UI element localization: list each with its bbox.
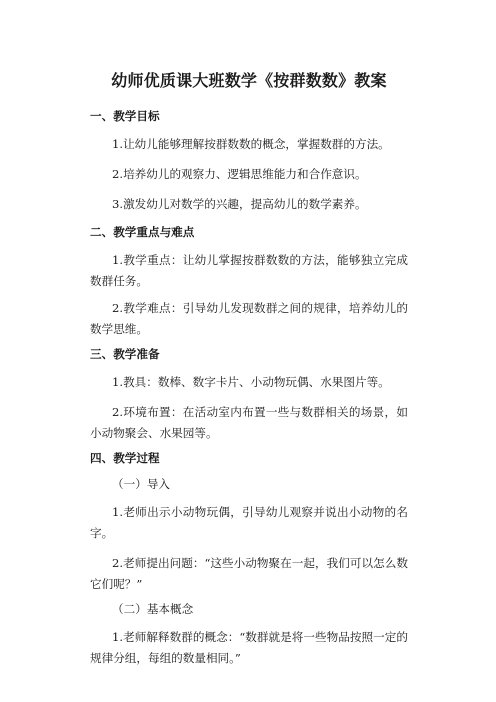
section-heading-preparation: 三、教学准备: [90, 347, 160, 361]
key-point-item: 1.教学重点：让幼儿掌握按群数数的方法，能够独立完成数群任务。: [90, 253, 408, 288]
preparation-item: 1.教具：数棒、数字卡片、小动物玩偶、水果图片等。: [112, 375, 390, 389]
process-item: 2.老师提出问题：“这些小动物聚在一起，我们可以怎么数它们呢？”: [90, 556, 408, 591]
objective-item: 3.激发幼儿对数学的兴趣，提高幼儿的数学素养。: [112, 197, 367, 211]
process-item: 1.老师出示小动物玩偶，引导幼儿观察并说出小动物的名字。: [90, 505, 408, 540]
section-heading-key-points: 二、教学重点与难点: [90, 225, 195, 239]
preparation-item: 2.环境布置：在活动室内布置一些与数群相关的场景，如小动物聚会、水果园等。: [90, 405, 408, 440]
process-item: 1.老师解释数群的概念：“数群就是将一些物品按照一定的规律分组，每组的数量相同。”: [90, 630, 408, 665]
subsection-heading-intro: （一）导入: [112, 477, 171, 491]
section-heading-objectives: 一、教学目标: [90, 109, 160, 123]
objective-item: 1.让幼儿能够理解按群数数的概念，掌握数群的方法。: [112, 137, 390, 151]
section-heading-process: 四、教学过程: [90, 451, 160, 465]
document-title: 幼师优质课大班数学《按群数数》教案: [111, 71, 387, 90]
objective-item: 2.培养幼儿的观察力、逻辑思维能力和合作意识。: [112, 167, 367, 181]
difficulty-item: 2.教学难点：引导幼儿发现数群之间的规律，培养幼儿的数学思维。: [90, 301, 408, 336]
subsection-heading-concept: （二）基本概念: [112, 602, 194, 616]
